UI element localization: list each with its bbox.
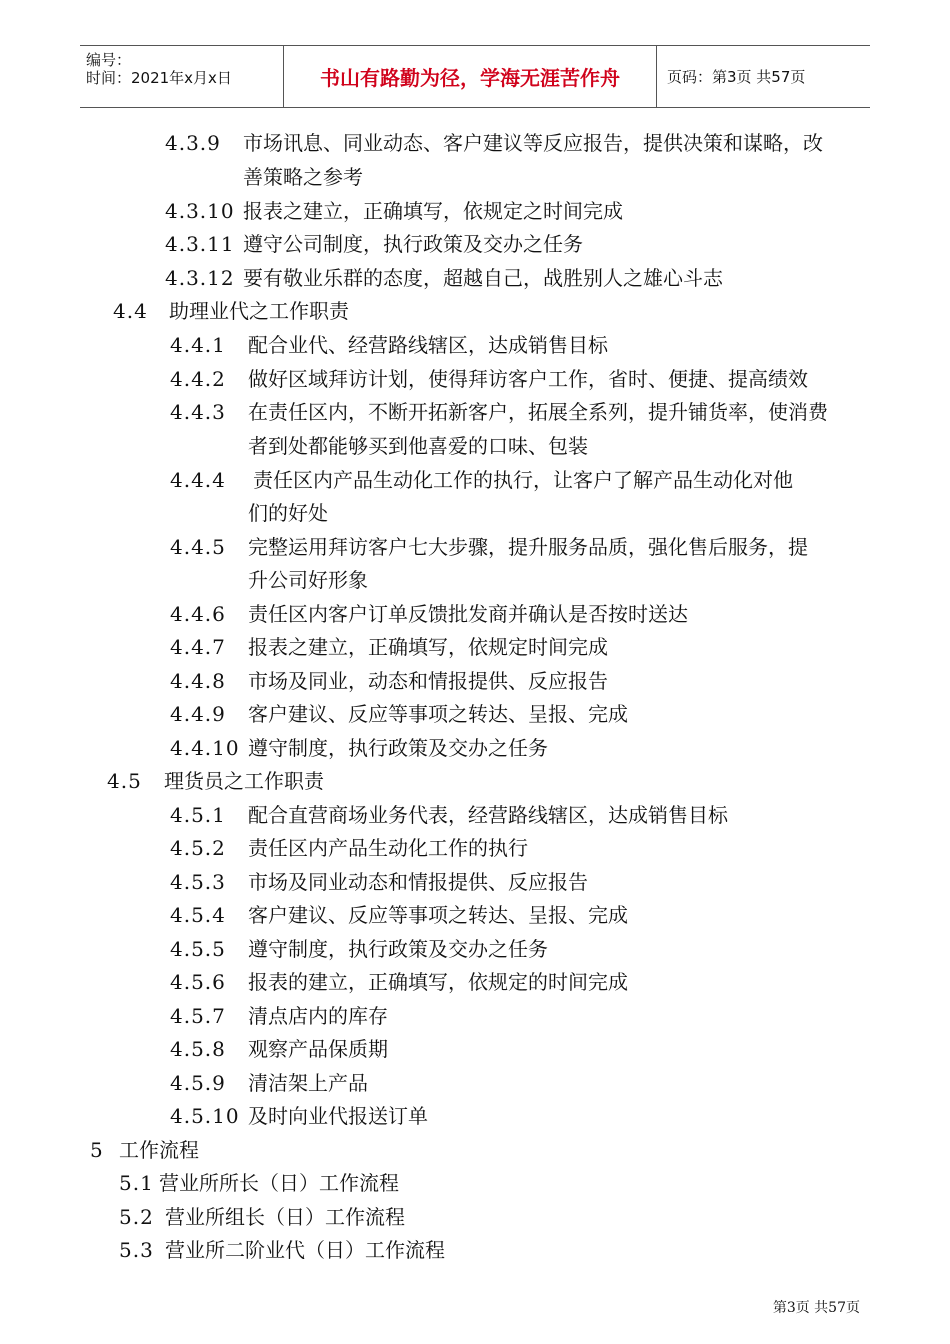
item-number: 4.5.7 [170,1004,226,1028]
item-number: 4.4.3 [170,400,226,424]
item-text: 配合直营商场业务代表，经营路线辖区，达成销售目标 [248,803,728,827]
header-motto: 书山有路勤为径，学海无涯苦作舟 [320,66,620,90]
list-item [170,836,528,860]
item-number: 4.3.10 [165,199,235,223]
item-text: 善策略之参考 [243,165,363,189]
item-text: 完整运用拜访客户七大步骤，提升服务品质，强化售后服务，提 [248,535,808,559]
item-number: 4.3.11 [165,232,235,256]
list-item [170,468,793,492]
header-motto-cell [284,46,657,107]
item-text: 客户建议、反应等事项之转达、呈报、完成 [248,903,628,927]
item-number: 4.4.6 [170,602,226,626]
item-text: 做好区域拜访计划，使得拜访客户工作，省时、便捷、提高绩效 [248,367,808,391]
header-meta-cell [80,46,284,107]
item-text: 清洁架上产品 [248,1071,368,1095]
chapter-heading [90,1138,199,1162]
list-item [165,131,823,155]
section-title: 营业所组长（日）工作流程 [165,1205,405,1229]
item-text: 们的好处 [248,501,328,525]
list-item [170,602,688,626]
list-item [170,803,728,827]
item-number: 4.4.1 [170,333,226,357]
list-item [170,333,608,357]
list-item [170,1071,368,1095]
item-number: 4.5.8 [170,1037,226,1061]
section-title: 营业所所长（日）工作流程 [159,1171,399,1195]
item-number: 4.5.4 [170,903,226,927]
item-text: 要有敬业乐群的态度，超越自己，战胜别人之雄心斗志 [243,266,723,290]
item-number: 4.4.4 [170,468,226,492]
section-title: 理货员之工作职责 [164,769,324,793]
section-title: 助理业代之工作职责 [169,299,349,323]
list-item-continuation [248,434,588,458]
section-number: 5.1 [119,1171,154,1195]
item-number: 4.4.9 [170,702,226,726]
list-item [170,702,628,726]
item-text: 观察产品保质期 [248,1037,388,1061]
item-text: 遵守制度，执行政策及交办之任务 [248,736,548,760]
item-number: 4.3.9 [165,131,221,155]
section-title: 营业所二阶业代（日）工作流程 [165,1238,445,1262]
section-heading [119,1205,405,1229]
item-number: 4.4.5 [170,535,226,559]
document-number-label: 编号： [86,51,132,69]
list-item [170,400,828,424]
list-item [170,367,808,391]
item-text: 报表之建立，正确填写，依规定之时间完成 [243,199,623,223]
list-item [170,1004,388,1028]
list-item [165,266,723,290]
item-text: 责任区内客户订单反馈批发商并确认是否按时送达 [248,602,688,626]
list-item [170,635,608,659]
list-item-continuation [248,568,368,592]
item-text: 客户建议、反应等事项之转达、呈报、完成 [248,702,628,726]
item-text: 配合业代、经营路线辖区，达成销售目标 [248,333,608,357]
item-number: 4.4.2 [170,367,226,391]
item-number: 4.3.12 [165,266,235,290]
item-text: 遵守公司制度，执行政策及交办之任务 [243,232,583,256]
item-text: 者到处都能够买到他喜爱的口味、包装 [248,434,588,458]
section-heading [119,1238,445,1262]
section-heading [107,769,324,793]
item-number: 4.4.10 [170,736,240,760]
item-text: 责任区内产品生动化工作的执行 [248,836,528,860]
section-heading [113,299,349,323]
item-text: 市场讯息、同业动态、客户建议等反应报告，提供决策和谋略，改 [243,131,823,155]
item-text: 及时向业代报送订单 [248,1104,428,1128]
item-text: 责任区内产品生动化工作的执行，让客户了解产品生动化对他 [253,468,793,492]
list-item [170,736,548,760]
list-item [170,970,628,994]
section-heading [119,1171,399,1195]
list-item [170,669,608,693]
section-number: 5.2 [119,1205,154,1229]
item-number: 4.4.7 [170,635,226,659]
page-footer: 第3页 共57页 [772,1300,860,1316]
item-text: 市场及同业，动态和情报提供、反应报告 [248,669,608,693]
item-text: 升公司好形象 [248,568,368,592]
page-header [80,45,870,108]
list-item [170,1037,388,1061]
chapter-title: 工作流程 [119,1138,199,1162]
document-time-label: 时间：2021年x月x日 [86,69,232,87]
item-number: 4.5.2 [170,836,226,860]
item-text: 清点店内的库存 [248,1004,388,1028]
item-number: 4.5.3 [170,870,226,894]
section-number: 5.3 [119,1238,154,1262]
item-text: 在责任区内，不断开拓新客户，拓展全系列，提升铺货率，使消费 [248,400,828,424]
header-page-cell [657,46,870,107]
list-item [165,199,623,223]
section-number: 4.4 [113,299,148,323]
list-item-continuation [248,501,328,525]
item-text: 报表之建立，正确填写，依规定时间完成 [248,635,608,659]
item-number: 4.4.8 [170,669,226,693]
item-number: 4.5.6 [170,970,226,994]
list-item [165,232,583,256]
item-text: 市场及同业动态和情报提供、反应报告 [248,870,588,894]
chapter-number: 5 [90,1138,104,1162]
list-item [170,1104,428,1128]
list-item-continuation [243,165,363,189]
list-item [170,903,628,927]
item-number: 4.5.9 [170,1071,226,1095]
item-number: 4.5.1 [170,803,226,827]
list-item [170,870,588,894]
item-number: 4.5.5 [170,937,226,961]
item-text: 报表的建立，正确填写，依规定的时间完成 [248,970,628,994]
list-item [170,937,548,961]
item-number: 4.5.10 [170,1104,240,1128]
list-item [170,535,808,559]
header-page-code: 页码：第3页 共57页 [667,68,806,86]
section-number: 4.5 [107,769,142,793]
item-text: 遵守制度，执行政策及交办之任务 [248,937,548,961]
